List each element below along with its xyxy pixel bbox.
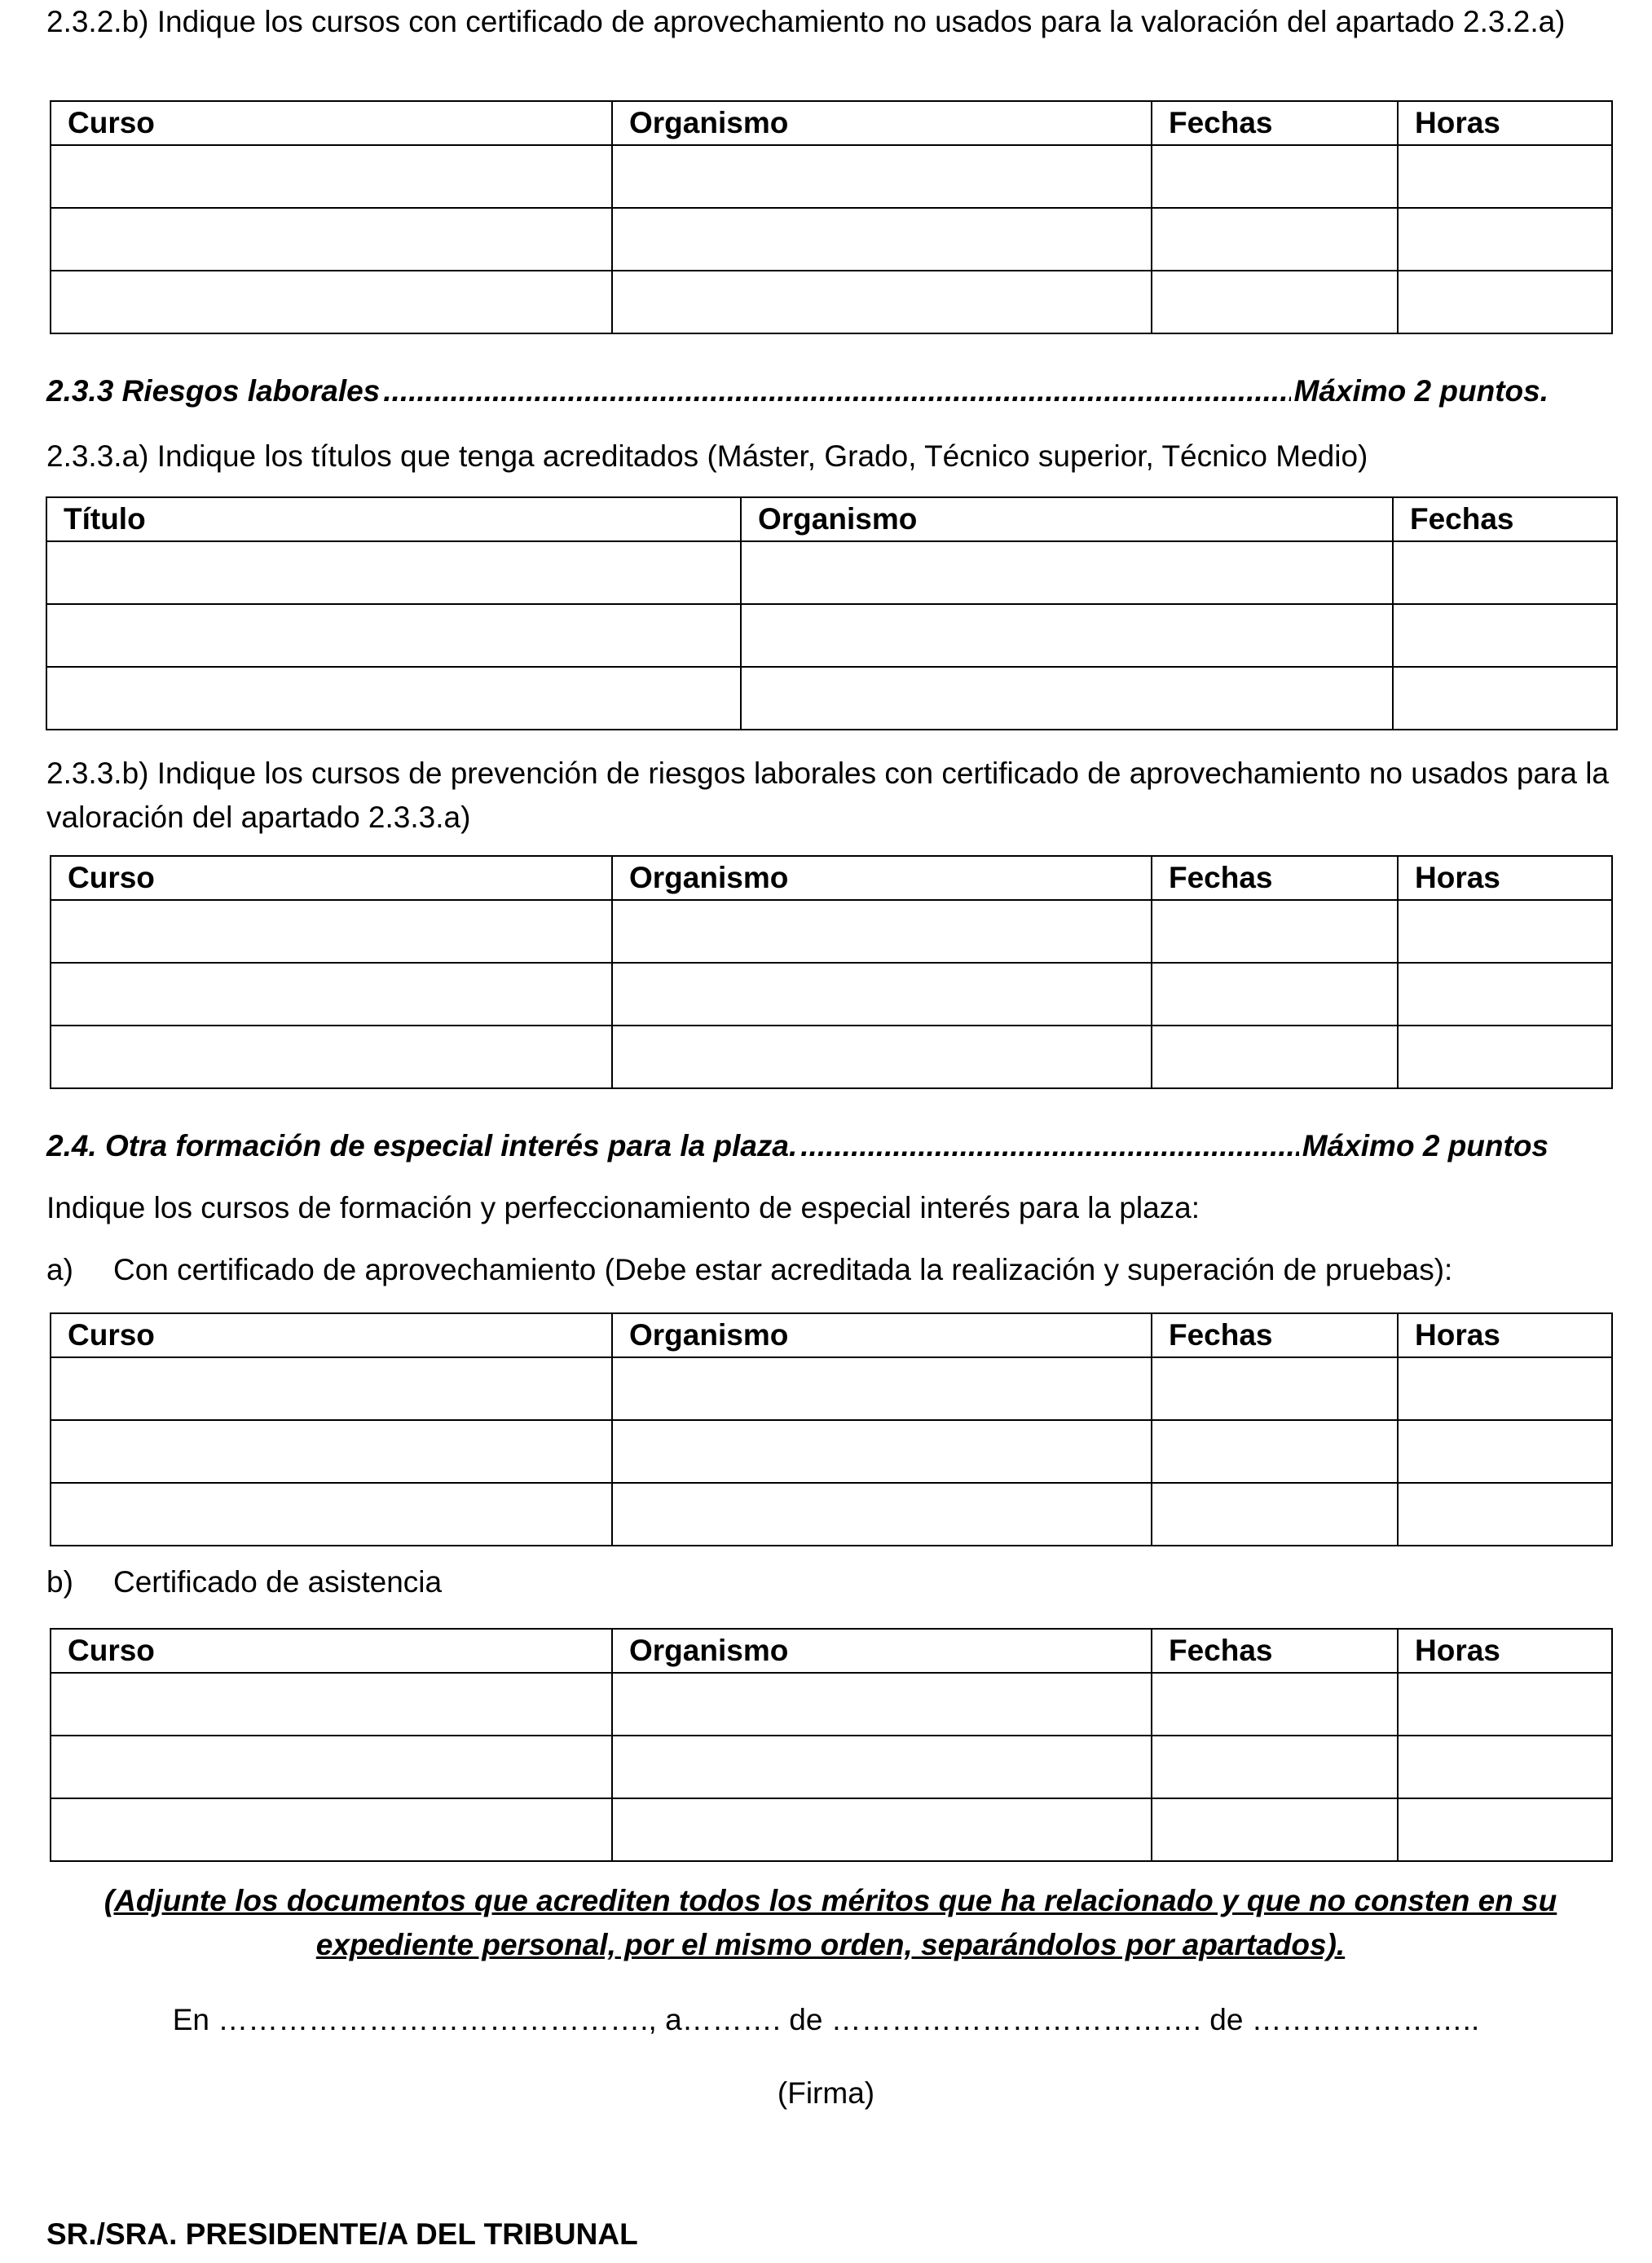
- list-marker: b): [46, 1565, 73, 1599]
- header-organismo: Organismo: [741, 497, 1393, 541]
- table-cell[interactable]: [612, 1736, 1152, 1798]
- header-curso: Curso: [51, 856, 612, 900]
- table-cell[interactable]: [612, 208, 1152, 271]
- table-cell[interactable]: [612, 1483, 1152, 1546]
- table-cell[interactable]: [612, 900, 1152, 963]
- list-item-b: [46, 1565, 442, 1599]
- table-cell[interactable]: [741, 541, 1393, 604]
- table-cell[interactable]: [51, 145, 612, 208]
- table-cell[interactable]: [46, 541, 741, 604]
- header-horas: Horas: [1398, 1313, 1612, 1357]
- table-cell[interactable]: [1398, 208, 1612, 271]
- table-2-3-3-a: [46, 496, 1618, 730]
- table-cell[interactable]: [51, 1673, 612, 1736]
- place-date-line: En ……………………………………., a………. de ………………………………. de …………………..: [172, 2003, 1480, 2036]
- section-2-3-3-max: Máximo 2 puntos.: [1293, 374, 1548, 408]
- table-2-4-a: [50, 1312, 1613, 1546]
- table-row: [51, 145, 1612, 208]
- table-cell[interactable]: [46, 604, 741, 667]
- table-cell[interactable]: [612, 1357, 1152, 1420]
- header-fechas: Fechas: [1152, 1313, 1398, 1357]
- table-header-row: [51, 101, 1612, 145]
- table-row: [46, 541, 1617, 604]
- table-header-row: [51, 1313, 1612, 1357]
- table-cell[interactable]: [612, 145, 1152, 208]
- table-cell[interactable]: [612, 1673, 1152, 1736]
- header-fechas: Fechas: [1152, 101, 1398, 145]
- table-header-row: [46, 497, 1617, 541]
- header-fechas: Fechas: [1152, 1629, 1398, 1673]
- header-horas: Horas: [1398, 101, 1612, 145]
- table-cell[interactable]: [46, 667, 741, 730]
- table-cell[interactable]: [1398, 1673, 1612, 1736]
- table-cell[interactable]: [1398, 271, 1612, 333]
- list-marker: a): [46, 1253, 73, 1286]
- header-organismo: Organismo: [612, 856, 1152, 900]
- leader-dots: [800, 1129, 1299, 1163]
- table-row: [51, 1483, 1612, 1546]
- table-cell[interactable]: [51, 1483, 612, 1546]
- table-cell[interactable]: [1398, 1357, 1612, 1420]
- table-header-row: [51, 1629, 1612, 1673]
- list-item-a: [46, 1253, 1452, 1287]
- table-cell[interactable]: [1398, 145, 1612, 208]
- table-cell[interactable]: [741, 667, 1393, 730]
- table-cell[interactable]: [51, 1026, 612, 1088]
- table-row: [51, 1026, 1612, 1088]
- leader-dots: [383, 374, 1290, 408]
- table-row: [51, 1357, 1612, 1420]
- table-row: [51, 1798, 1612, 1861]
- table-cell[interactable]: [1152, 900, 1398, 963]
- attachment-note: [50, 1879, 1611, 1967]
- table-2-3-3-b: [50, 855, 1613, 1089]
- addressee: SR./SRA. PRESIDENTE/A DEL TRIBUNAL: [46, 2217, 638, 2251]
- header-curso: Curso: [51, 1313, 612, 1357]
- section-2-3-3-label: 2.3.3 Riesgos laborales: [46, 374, 381, 408]
- table-row: [51, 1673, 1612, 1736]
- section-2-3-3-heading: [46, 374, 1548, 408]
- header-organismo: Organismo: [612, 1313, 1152, 1357]
- header-titulo: Título: [46, 497, 741, 541]
- table-cell[interactable]: [612, 1420, 1152, 1483]
- table-cell[interactable]: [1398, 1483, 1612, 1546]
- table-cell[interactable]: [1152, 208, 1398, 271]
- section-2-4-intro: Indique los cursos de formación y perfeccionamiento de especial interés para la plaza:: [46, 1191, 1200, 1224]
- table-cell[interactable]: [1398, 1420, 1612, 1483]
- list-item-text: Certificado de asistencia: [113, 1565, 443, 1599]
- table-cell[interactable]: [1152, 1420, 1398, 1483]
- table-cell[interactable]: [1152, 1736, 1398, 1798]
- table-cell[interactable]: [612, 963, 1152, 1026]
- header-horas: Horas: [1398, 856, 1612, 900]
- header-curso: Curso: [51, 101, 612, 145]
- table-cell[interactable]: [741, 604, 1393, 667]
- header-fechas: Fechas: [1152, 856, 1398, 900]
- attachment-note-line-1: (Adjunte los documentos que acrediten todos los méritos que ha relacionado y que no consten en su: [104, 1884, 1557, 1917]
- table-cell[interactable]: [1152, 1026, 1398, 1088]
- table-cell[interactable]: [1152, 271, 1398, 333]
- header-fechas: Fechas: [1393, 497, 1617, 541]
- section-2-3-3-b-text: 2.3.3.b) Indique los cursos de prevención de riesgos laborales con certificado de aprovechamiento no usados para la valoración del apartado 2.3.3.a): [46, 757, 1609, 834]
- table-cell[interactable]: [1393, 604, 1617, 667]
- table-row: [51, 1736, 1612, 1798]
- table-cell[interactable]: [51, 900, 612, 963]
- table-cell[interactable]: [1152, 1357, 1398, 1420]
- table-cell[interactable]: [1398, 1026, 1612, 1088]
- table-row: [51, 208, 1612, 271]
- table-row: [46, 667, 1617, 730]
- header-curso: Curso: [51, 1629, 612, 1673]
- table-cell[interactable]: [1152, 1798, 1398, 1861]
- table-cell[interactable]: [51, 963, 612, 1026]
- table-row: [51, 900, 1612, 963]
- table-cell[interactable]: [1152, 1483, 1398, 1546]
- table-cell[interactable]: [612, 271, 1152, 333]
- table-2-4-b: [50, 1628, 1613, 1862]
- signature-label: (Firma): [777, 2076, 875, 2110]
- table-cell[interactable]: [1398, 963, 1612, 1026]
- table-cell[interactable]: [612, 1798, 1152, 1861]
- table-cell[interactable]: [51, 1357, 612, 1420]
- table-cell[interactable]: [1152, 145, 1398, 208]
- table-row: [51, 963, 1612, 1026]
- table-cell[interactable]: [51, 271, 612, 333]
- header-organismo: Organismo: [612, 101, 1152, 145]
- table-cell[interactable]: [1398, 900, 1612, 963]
- table-cell[interactable]: [1152, 1673, 1398, 1736]
- table-cell[interactable]: [1393, 541, 1617, 604]
- attachment-note-line-2: expediente personal, por el mismo orden, separándolos por apartados).: [315, 1928, 1346, 1961]
- table-cell[interactable]: [51, 1736, 612, 1798]
- table-header-row: [51, 856, 1612, 900]
- table-cell[interactable]: [51, 1420, 612, 1483]
- header-horas: Horas: [1398, 1629, 1612, 1673]
- table-row: [51, 271, 1612, 333]
- section-2-3-2-b-text: 2.3.2.b) Indique los cursos con certificado de aprovechamiento no usados para la valoración del apartado 2.3.2.a): [46, 5, 1566, 38]
- section-2-4-label: 2.4. Otra formación de especial interés para la plaza.: [46, 1129, 798, 1162]
- table-row: [51, 1420, 1612, 1483]
- header-organismo: Organismo: [612, 1629, 1152, 1673]
- table-cell[interactable]: [51, 208, 612, 271]
- list-item-text: Con certificado de aprovechamiento (Debe estar acreditada la realización y superación de pruebas):: [113, 1253, 1453, 1286]
- section-2-4-heading: [46, 1129, 1548, 1163]
- table-cell[interactable]: [1398, 1736, 1612, 1798]
- table-cell[interactable]: [1398, 1798, 1612, 1861]
- section-2-4-max: Máximo 2 puntos: [1302, 1129, 1548, 1162]
- table-row: [46, 604, 1617, 667]
- table-cell[interactable]: [51, 1798, 612, 1861]
- table-cell[interactable]: [1393, 667, 1617, 730]
- section-2-3-3-a-text: 2.3.3.a) Indique los títulos que tenga acreditados (Máster, Grado, Técnico superior, Técnico Medio): [46, 439, 1368, 473]
- table-2-3-2-b: [50, 100, 1613, 334]
- table-cell[interactable]: [612, 1026, 1152, 1088]
- table-cell[interactable]: [1152, 963, 1398, 1026]
